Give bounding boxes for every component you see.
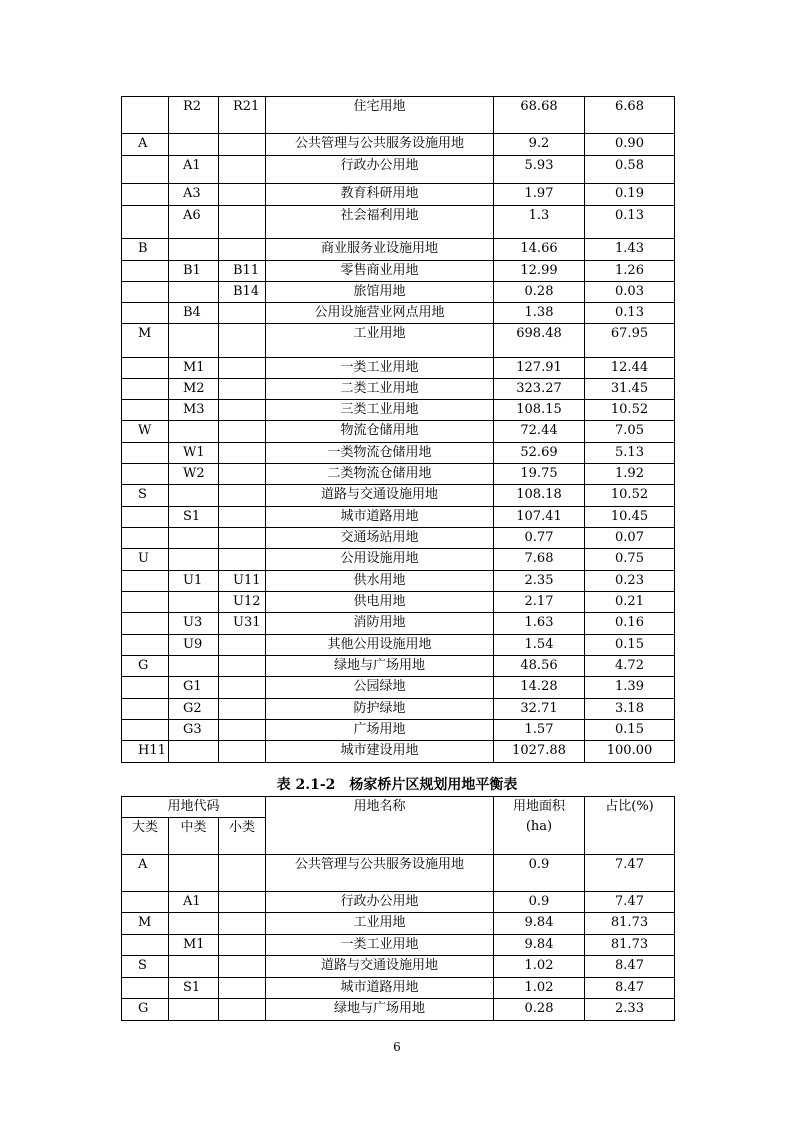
land-area-cell: 1.54 [494, 635, 585, 656]
minor-class-cell [219, 507, 266, 528]
table-row [122, 571, 675, 592]
land-pct-cell: 10.52 [585, 485, 675, 507]
table-row [122, 956, 675, 978]
header-land-area: 用地面积 (ha) [494, 797, 585, 855]
land-pct-cell: 0.07 [585, 528, 675, 549]
middle-class-cell: B4 [169, 303, 219, 324]
land-pct-cell: 1.43 [585, 239, 675, 261]
land-name-cell: 防护绿地 [266, 699, 494, 720]
land-name-cell: 教育科研用地 [266, 184, 494, 206]
land-area-cell: 1.02 [494, 978, 585, 999]
major-class-cell [122, 206, 169, 239]
table-row [122, 156, 675, 184]
land-area-cell: 0.9 [494, 892, 585, 913]
minor-class-cell [219, 379, 266, 400]
land-area-cell: 698.48 [494, 324, 585, 358]
table-row [122, 978, 675, 999]
land-name-cell: 公共管理与公共服务设施用地 [266, 855, 494, 892]
land-area-cell: 108.15 [494, 400, 585, 421]
middle-class-cell: G3 [169, 720, 219, 741]
header-land-pct: 占比(%) [585, 797, 675, 855]
land-name-cell: 供水用地 [266, 571, 494, 592]
land-pct-cell: 7.05 [585, 421, 675, 443]
major-class-cell [122, 464, 169, 485]
land-pct-cell: 0.03 [585, 282, 675, 303]
minor-class-cell [219, 978, 266, 999]
major-class-cell [122, 677, 169, 699]
land-name-cell: 住宅用地 [266, 97, 494, 134]
land-pct-cell: 100.00 [585, 741, 675, 763]
land-pct-cell: 67.95 [585, 324, 675, 358]
land-name-cell: 公用设施用地 [266, 549, 494, 571]
minor-class-cell [219, 303, 266, 324]
land-area-cell: 52.69 [494, 443, 585, 464]
land-area-cell: 108.18 [494, 485, 585, 507]
land-pct-cell: 0.58 [585, 156, 675, 184]
middle-class-cell [169, 239, 219, 261]
minor-class-cell: R21 [219, 97, 266, 134]
table-row [122, 97, 675, 134]
minor-class-cell [219, 999, 266, 1021]
land-area-cell: 1.02 [494, 956, 585, 978]
land-area-cell: 9.84 [494, 935, 585, 956]
major-class-cell [122, 507, 169, 528]
middle-class-cell [169, 549, 219, 571]
table-row [122, 421, 675, 443]
land-pct-cell: 31.45 [585, 379, 675, 400]
land-pct-cell: 10.52 [585, 400, 675, 421]
minor-class-cell [219, 699, 266, 720]
land-name-cell: 公用设施营业网点用地 [266, 303, 494, 324]
minor-class-cell [219, 184, 266, 206]
land-pct-cell: 7.47 [585, 892, 675, 913]
middle-class-cell [169, 592, 219, 613]
table-row [122, 324, 675, 358]
table-row [122, 282, 675, 303]
header-minor: 小类 [219, 818, 266, 855]
minor-class-cell: B11 [219, 261, 266, 282]
land-pct-cell: 0.15 [585, 635, 675, 656]
table-row [122, 379, 675, 400]
major-class-cell [122, 699, 169, 720]
middle-class-cell: M3 [169, 400, 219, 421]
major-class-cell [122, 282, 169, 303]
middle-class-cell: S1 [169, 978, 219, 999]
minor-class-cell [219, 549, 266, 571]
middle-class-cell [169, 528, 219, 549]
land-area-cell: 2.35 [494, 571, 585, 592]
land-area-cell: 1.38 [494, 303, 585, 324]
major-class-cell [122, 592, 169, 613]
land-pct-cell: 7.47 [585, 855, 675, 892]
middle-class-cell [169, 421, 219, 443]
minor-class-cell [219, 206, 266, 239]
major-class-cell [122, 613, 169, 635]
major-class-cell: S [122, 956, 169, 978]
major-class-cell: A [122, 134, 169, 156]
land-use-table-2 [121, 796, 675, 1021]
header-land-code: 用地代码 [122, 797, 266, 818]
major-class-cell: H11 [122, 741, 169, 763]
table-row [122, 935, 675, 956]
minor-class-cell [219, 935, 266, 956]
land-area-cell: 48.56 [494, 656, 585, 677]
table-row [122, 613, 675, 635]
minor-class-cell [219, 677, 266, 699]
land-name-cell: 城市道路用地 [266, 507, 494, 528]
land-name-cell: 一类物流仓储用地 [266, 443, 494, 464]
land-pct-cell: 5.13 [585, 443, 675, 464]
major-class-cell: A [122, 855, 169, 892]
table-row [122, 206, 675, 239]
land-name-cell: 一类工业用地 [266, 358, 494, 379]
land-pct-cell: 81.73 [585, 935, 675, 956]
land-pct-cell: 0.90 [585, 134, 675, 156]
middle-class-cell: G1 [169, 677, 219, 699]
table-row [122, 699, 675, 720]
land-name-cell: 消防用地 [266, 613, 494, 635]
minor-class-cell [219, 913, 266, 935]
land-pct-cell: 0.75 [585, 549, 675, 571]
minor-class-cell [219, 956, 266, 978]
middle-class-cell [169, 656, 219, 677]
table-row [122, 507, 675, 528]
land-pct-cell: 4.72 [585, 656, 675, 677]
major-class-cell: G [122, 999, 169, 1021]
land-area-cell: 0.9 [494, 855, 585, 892]
major-class-cell [122, 571, 169, 592]
minor-class-cell [219, 156, 266, 184]
major-class-cell [122, 261, 169, 282]
land-name-cell: 行政办公用地 [266, 156, 494, 184]
table-row [122, 239, 675, 261]
land-pct-cell: 0.19 [585, 184, 675, 206]
land-area-cell: 72.44 [494, 421, 585, 443]
land-area-cell: 32.71 [494, 699, 585, 720]
major-class-cell [122, 184, 169, 206]
land-area-cell: 1.3 [494, 206, 585, 239]
middle-class-cell: U3 [169, 613, 219, 635]
land-pct-cell: 0.13 [585, 303, 675, 324]
land-area-cell: 0.28 [494, 999, 585, 1021]
land-pct-cell: 12.44 [585, 358, 675, 379]
land-pct-cell: 81.73 [585, 913, 675, 935]
land-area-cell: 68.68 [494, 97, 585, 134]
middle-class-cell [169, 485, 219, 507]
land-pct-cell: 8.47 [585, 978, 675, 999]
middle-class-cell: A3 [169, 184, 219, 206]
major-class-cell [122, 303, 169, 324]
land-pct-cell: 10.45 [585, 507, 675, 528]
land-name-cell: 道路与交通设施用地 [266, 485, 494, 507]
land-area-cell: 1.63 [494, 613, 585, 635]
minor-class-cell [219, 635, 266, 656]
land-name-cell: 城市道路用地 [266, 978, 494, 999]
land-name-cell: 广场用地 [266, 720, 494, 741]
minor-class-cell: B14 [219, 282, 266, 303]
land-name-cell: 公共管理与公共服务设施用地 [266, 134, 494, 156]
land-name-cell: 城市建设用地 [266, 741, 494, 763]
land-area-cell: 7.68 [494, 549, 585, 571]
major-class-cell [122, 379, 169, 400]
land-area-cell: 14.28 [494, 677, 585, 699]
table-row [122, 913, 675, 935]
table-row [122, 635, 675, 656]
land-name-cell: 一类工业用地 [266, 935, 494, 956]
land-name-cell: 其他公用设施用地 [266, 635, 494, 656]
land-pct-cell: 0.15 [585, 720, 675, 741]
middle-class-cell: M1 [169, 358, 219, 379]
middle-class-cell: W2 [169, 464, 219, 485]
major-class-cell [122, 358, 169, 379]
table-row [122, 443, 675, 464]
table-row [122, 134, 675, 156]
minor-class-cell: U11 [219, 571, 266, 592]
land-name-cell: 商业服务业设施用地 [266, 239, 494, 261]
major-class-cell: W [122, 421, 169, 443]
minor-class-cell [219, 741, 266, 763]
land-pct-cell: 8.47 [585, 956, 675, 978]
minor-class-cell [219, 892, 266, 913]
minor-class-cell [219, 464, 266, 485]
major-class-cell [122, 935, 169, 956]
middle-class-cell [169, 741, 219, 763]
table-row [122, 720, 675, 741]
middle-class-cell [169, 913, 219, 935]
land-name-cell: 交通场站用地 [266, 528, 494, 549]
land-pct-cell: 0.23 [585, 571, 675, 592]
middle-class-cell: M1 [169, 935, 219, 956]
minor-class-cell [219, 324, 266, 358]
land-area-cell: 1.97 [494, 184, 585, 206]
land-area-cell: 5.93 [494, 156, 585, 184]
middle-class-cell: M2 [169, 379, 219, 400]
land-area-cell: 2.17 [494, 592, 585, 613]
middle-class-cell [169, 999, 219, 1021]
land-area-cell: 1.57 [494, 720, 585, 741]
land-name-cell: 工业用地 [266, 324, 494, 358]
table-row [122, 528, 675, 549]
minor-class-cell [219, 656, 266, 677]
land-name-cell: 社会福利用地 [266, 206, 494, 239]
major-class-cell: S [122, 485, 169, 507]
land-pct-cell: 0.21 [585, 592, 675, 613]
middle-class-cell [169, 324, 219, 358]
table-row [122, 549, 675, 571]
land-name-cell: 公园绿地 [266, 677, 494, 699]
major-class-cell [122, 528, 169, 549]
middle-class-cell: U9 [169, 635, 219, 656]
land-pct-cell: 1.26 [585, 261, 675, 282]
land-name-cell: 工业用地 [266, 913, 494, 935]
land-area-cell: 9.2 [494, 134, 585, 156]
major-class-cell [122, 978, 169, 999]
minor-class-cell [219, 421, 266, 443]
land-name-cell: 绿地与广场用地 [266, 999, 494, 1021]
middle-class-cell: U1 [169, 571, 219, 592]
major-class-cell [122, 443, 169, 464]
land-name-cell: 二类工业用地 [266, 379, 494, 400]
land-pct-cell: 3.18 [585, 699, 675, 720]
table-row [122, 892, 675, 913]
page-number: 6 [393, 1040, 401, 1054]
minor-class-cell [219, 134, 266, 156]
table-2-title: 表 2.1-2 杨家桥片区规划用地平衡表 [276, 777, 518, 793]
land-area-cell: 14.66 [494, 239, 585, 261]
land-area-cell: 9.84 [494, 913, 585, 935]
table-row [122, 400, 675, 421]
land-area-cell: 323.27 [494, 379, 585, 400]
header-middle: 中类 [169, 818, 219, 855]
table-row [122, 358, 675, 379]
land-name-cell: 行政办公用地 [266, 892, 494, 913]
minor-class-cell [219, 720, 266, 741]
major-class-cell: U [122, 549, 169, 571]
table-row [122, 464, 675, 485]
land-use-table-1 [121, 96, 675, 763]
land-pct-cell: 1.92 [585, 464, 675, 485]
middle-class-cell: R2 [169, 97, 219, 134]
land-name-cell: 旅馆用地 [266, 282, 494, 303]
header-land-name: 用地名称 [266, 797, 494, 855]
land-area-cell: 0.77 [494, 528, 585, 549]
middle-class-cell: A6 [169, 206, 219, 239]
middle-class-cell: A1 [169, 156, 219, 184]
major-class-cell: B [122, 239, 169, 261]
table-row [122, 485, 675, 507]
middle-class-cell: G2 [169, 699, 219, 720]
table-row [122, 261, 675, 282]
middle-class-cell [169, 134, 219, 156]
land-name-cell: 供电用地 [266, 592, 494, 613]
land-area-cell: 107.41 [494, 507, 585, 528]
land-area-cell: 127.91 [494, 358, 585, 379]
middle-class-cell [169, 855, 219, 892]
header-major: 大类 [122, 818, 169, 855]
minor-class-cell [219, 239, 266, 261]
land-area-cell: 0.28 [494, 282, 585, 303]
major-class-cell [122, 156, 169, 184]
middle-class-cell: A1 [169, 892, 219, 913]
table-row [122, 184, 675, 206]
table-row [122, 592, 675, 613]
table-row [122, 677, 675, 699]
middle-class-cell [169, 282, 219, 303]
major-class-cell: G [122, 656, 169, 677]
land-name-cell: 二类物流仓储用地 [266, 464, 494, 485]
minor-class-cell [219, 485, 266, 507]
middle-class-cell: S1 [169, 507, 219, 528]
table-row [122, 656, 675, 677]
minor-class-cell [219, 855, 266, 892]
major-class-cell [122, 635, 169, 656]
minor-class-cell [219, 443, 266, 464]
land-pct-cell: 6.68 [585, 97, 675, 134]
land-name-cell: 零售商业用地 [266, 261, 494, 282]
major-class-cell [122, 400, 169, 421]
land-name-cell: 物流仓储用地 [266, 421, 494, 443]
land-pct-cell: 2.33 [585, 999, 675, 1021]
land-name-cell: 道路与交通设施用地 [266, 956, 494, 978]
major-class-cell: M [122, 913, 169, 935]
minor-class-cell [219, 358, 266, 379]
land-pct-cell: 1.39 [585, 677, 675, 699]
land-pct-cell: 0.16 [585, 613, 675, 635]
table-row [122, 999, 675, 1021]
middle-class-cell: B1 [169, 261, 219, 282]
table-row [122, 741, 675, 763]
major-class-cell: M [122, 324, 169, 358]
major-class-cell [122, 892, 169, 913]
land-area-cell: 1027.88 [494, 741, 585, 763]
minor-class-cell: U31 [219, 613, 266, 635]
major-class-cell [122, 720, 169, 741]
land-name-cell: 三类工业用地 [266, 400, 494, 421]
middle-class-cell [169, 956, 219, 978]
land-area-cell: 12.99 [494, 261, 585, 282]
minor-class-cell: U12 [219, 592, 266, 613]
minor-class-cell [219, 528, 266, 549]
major-class-cell [122, 97, 169, 134]
land-area-cell: 19.75 [494, 464, 585, 485]
table-row [122, 855, 675, 892]
middle-class-cell: W1 [169, 443, 219, 464]
land-pct-cell: 0.13 [585, 206, 675, 239]
land-name-cell: 绿地与广场用地 [266, 656, 494, 677]
minor-class-cell [219, 400, 266, 421]
table-row [122, 303, 675, 324]
table-header-row [122, 797, 675, 818]
